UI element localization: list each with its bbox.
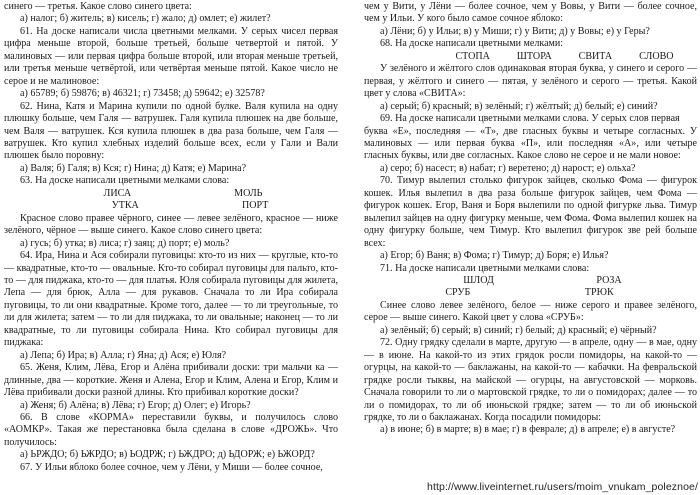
text-paragraph: а) Лёни; б) у Ильи; в) у Миши; г) у Вити; д) у Вовы; е) у Геры? xyxy=(380,25,650,37)
text-paragraph: 65. Женя, Клим, Лёва, Егор и Алёна прибивали доски: три мальчи ка — длинные, два — короткие. Женя и Алена, Егор и Клим, Алена и Егор, Клим и Лёва прибивали доски разной длины. Кто прибивал короткие доски? xyxy=(4,362,338,399)
text-paragraph: 72. Одну грядку сделали в марте, другую — в апреле, одну — в мае, одну — в июне. На какой-то из этих грядок росли помидоры, на какой-то — огурцы, на какой-то — баклажаны, на какой-то — кабачки. На февральской грядке росли тыквы, на майской — огурцы, на августовской — морковь. Сначала говорили то ли о мартовской грядке, то ли о помидорах; далее — то ли о помидорах, то ли об июньской грядке; затем — то ли об июньской грядке, то ли о баклажанах. Когда посадили помидоры: xyxy=(364,337,697,423)
text-paragraph: 62. Нина, Катя и Марина купили по одной булке. Валя купила на одну плюшку больше, чем Галя — ватрушек. Галя купила плюшек на две больше, чем Валя — ватрушек. Кся купила плюшек в два раза больше, чем Галя — ватрушек. Кто купил хлебных изделий больше всех, если у Гали и Вали плюшек было поровну: xyxy=(4,100,338,162)
text-paragraph: 66. В слове «КОРМА» переставили буквы, и получилось слово «АОМКР». Такая же перестановка была сделана в слове «ДРОЖЬ». Что получилось: xyxy=(4,411,338,448)
left-page-column xyxy=(4,1,338,479)
text-paragraph: 67. У Ильи яблоко более сочное, чем у Лёни, у Миши — более сочное, xyxy=(20,461,323,473)
text-paragraph: а) серый; б) красный; в) зелёный; г) жёлтый; д) белый; е) синий? xyxy=(380,100,658,112)
board-word: МОЛЬ xyxy=(234,187,263,199)
text-paragraph: 71. На доске написали цветными мелками слова: xyxy=(380,262,590,274)
text-paragraph: 64. Ира, Нина и Ася собирали пуговицы: кто-то из них — круглые, кто-то — квадратные, кто-то — овальные. Кто-то собирал пуговицы для пальто, кто-то — для пиджака, кто-то — для платья. Юля собирала пуговицы для жилета, Лепа — для брюк, Алла — для рукавов. Сначала то ли Ира собирала пуговицы, то ли они квадратные. Кроме того, далее — то ли треугольные, то ли для жилета; затем — то ли для пиджака, то ли овальные; наконец — то ли квадратные, то ли пуговицы собирала Нина. Кто собирал пуговицы для пиджака: xyxy=(4,250,338,349)
word-board-row xyxy=(364,275,697,287)
text-paragraph: У зелёного и жёлтого слов одинаковая вторая буква, у синего и серого — первая, у жёлтого и синего — пятая, у зелёного и серого — третья. Какой цвет у слова «СВИТА»: xyxy=(364,63,697,100)
text-paragraph: а) Егор; б) Ваня; в) Фома; г) Тимур; д) Боря; е) Илья? xyxy=(380,250,609,262)
text-paragraph: 70. Тимур вылепил столько фигурок зайцев, сколько Фома — фигурок кошек. Илья вылепил в два раза больше фигурок зайцев, чем Фома — фигурок кошек. Егор, Ваня и Боря вылепили по одной фигурке льва. Тимур вылепил зайцев на одну фигурку меньше, чем Фома. Фома вылепил кошек на одну фигурку больше, чем Тимур. Кто вылепил фигурок зве рей больше всех: xyxy=(364,175,697,249)
board-word: ПОРТ xyxy=(242,200,269,212)
board-word: ШТОРА xyxy=(516,50,552,62)
word-board-row xyxy=(364,51,697,63)
board-word: ЛИСА xyxy=(103,187,132,199)
word-board-row xyxy=(4,200,338,212)
text-paragraph: а) налог; б) житель; в) кисель; г) жало; д) омлет; е) жилет? xyxy=(20,13,271,25)
text-paragraph: а) ЬРЖДО; б) ЬЖРДО; в) ЬОДРЖ; г) ЬЖДРО; д) ЬДОРЖ; е) ЬЖОРД? xyxy=(20,449,315,461)
board-word: СЛОВО xyxy=(639,50,674,62)
text-paragraph: 69. На доске написали цветными мелками слова. У серых слов первая xyxy=(380,113,680,125)
board-word: УТКА xyxy=(111,200,139,212)
text-paragraph: 68. На доске написали цветными мелками: xyxy=(380,38,564,50)
text-paragraph: чем у Вити, у Лёни — более сочное, чем у Вовы, у Вити — более сочное, чем у Ильи. У кого было самое сочное яблоко: xyxy=(364,1,697,25)
text-paragraph: 63. На доске написали цветными мелками слова: xyxy=(20,175,230,187)
text-paragraph: а) Женя; б) Алёна; в) Лёва; г) Егор; д) Олег; е) Игорь? xyxy=(20,399,251,411)
text-paragraph: а) Валя; б) Галя; в) Кся; г) Нина; д) Катя; е) Марина? xyxy=(20,162,247,174)
board-word: СТОПА xyxy=(455,50,490,62)
board-word: РОЗА xyxy=(596,274,622,286)
text-paragraph: 61. На доске написали числа цветными мелками. У серых чисел первая цифра меньше второй, больше третьей, больше четвертой и пятой. У малиновых — или первая цифра больше второй, или вторая меньше третьей, или третья меньше четвёртой, или четвёртая меньше пятой. Какое число не серое и не малиновое: xyxy=(4,25,338,87)
text-paragraph: а) серо; б) насест; в) набат; г) веретено; д) нарост; е) ольха? xyxy=(380,162,636,174)
source-url[interactable]: http://www.liveinternet.ru/users/moim_vnukam_poleznoe/ xyxy=(427,481,698,493)
board-word: ШЛОД xyxy=(463,274,494,286)
text-paragraph: Синее слово левее зелёного, белое — ниже серого и правее зелёного, серое — выше синего. Какой цвет у слова «СРУБ»: xyxy=(364,299,697,324)
text-paragraph: а) зелёный; б) серый; в) синий; г) белый; д) красный; е) чёрный? xyxy=(380,324,657,336)
right-page-column xyxy=(364,1,697,479)
text-paragraph: а) в июне; б) в марте; в) в мае; г) в феврале; д) в апреле; е) в августе? xyxy=(380,424,676,436)
board-word: СРУБ xyxy=(445,287,471,299)
text-paragraph: а) гусь; б) утка; в) лиса; г) заяц; д) порт; е) моль? xyxy=(20,237,230,249)
board-word: СВИТА xyxy=(578,50,613,62)
text-paragraph: буква «Е», последняя — «Т», две гласных буквы и четыре согласных. У малиновых — или первая буква «П», или последняя «А», или четыре гласных буквы, или две согласных. Какое слово не серое и не мали новое: xyxy=(364,125,697,162)
text-paragraph: а) Лепа; б) Ира; в) Алла; г) Яна; д) Ася; е) Юля? xyxy=(20,349,227,361)
text-paragraph: синего — третья. Какое слово синего цвета: xyxy=(4,1,192,12)
word-board-row xyxy=(4,188,338,200)
word-board-row xyxy=(364,287,697,299)
board-word: ТРЮК xyxy=(584,287,614,299)
text-paragraph: а) 65789; б) 59876; в) 46321; г) 73458; д) 59642; е) 32578? xyxy=(20,88,265,100)
text-paragraph: Красное слово правее чёрного, синее — левее зелёного, красное — ниже зелёного, чёрное — выше синего. Какое слово синего цвета: xyxy=(4,212,338,237)
